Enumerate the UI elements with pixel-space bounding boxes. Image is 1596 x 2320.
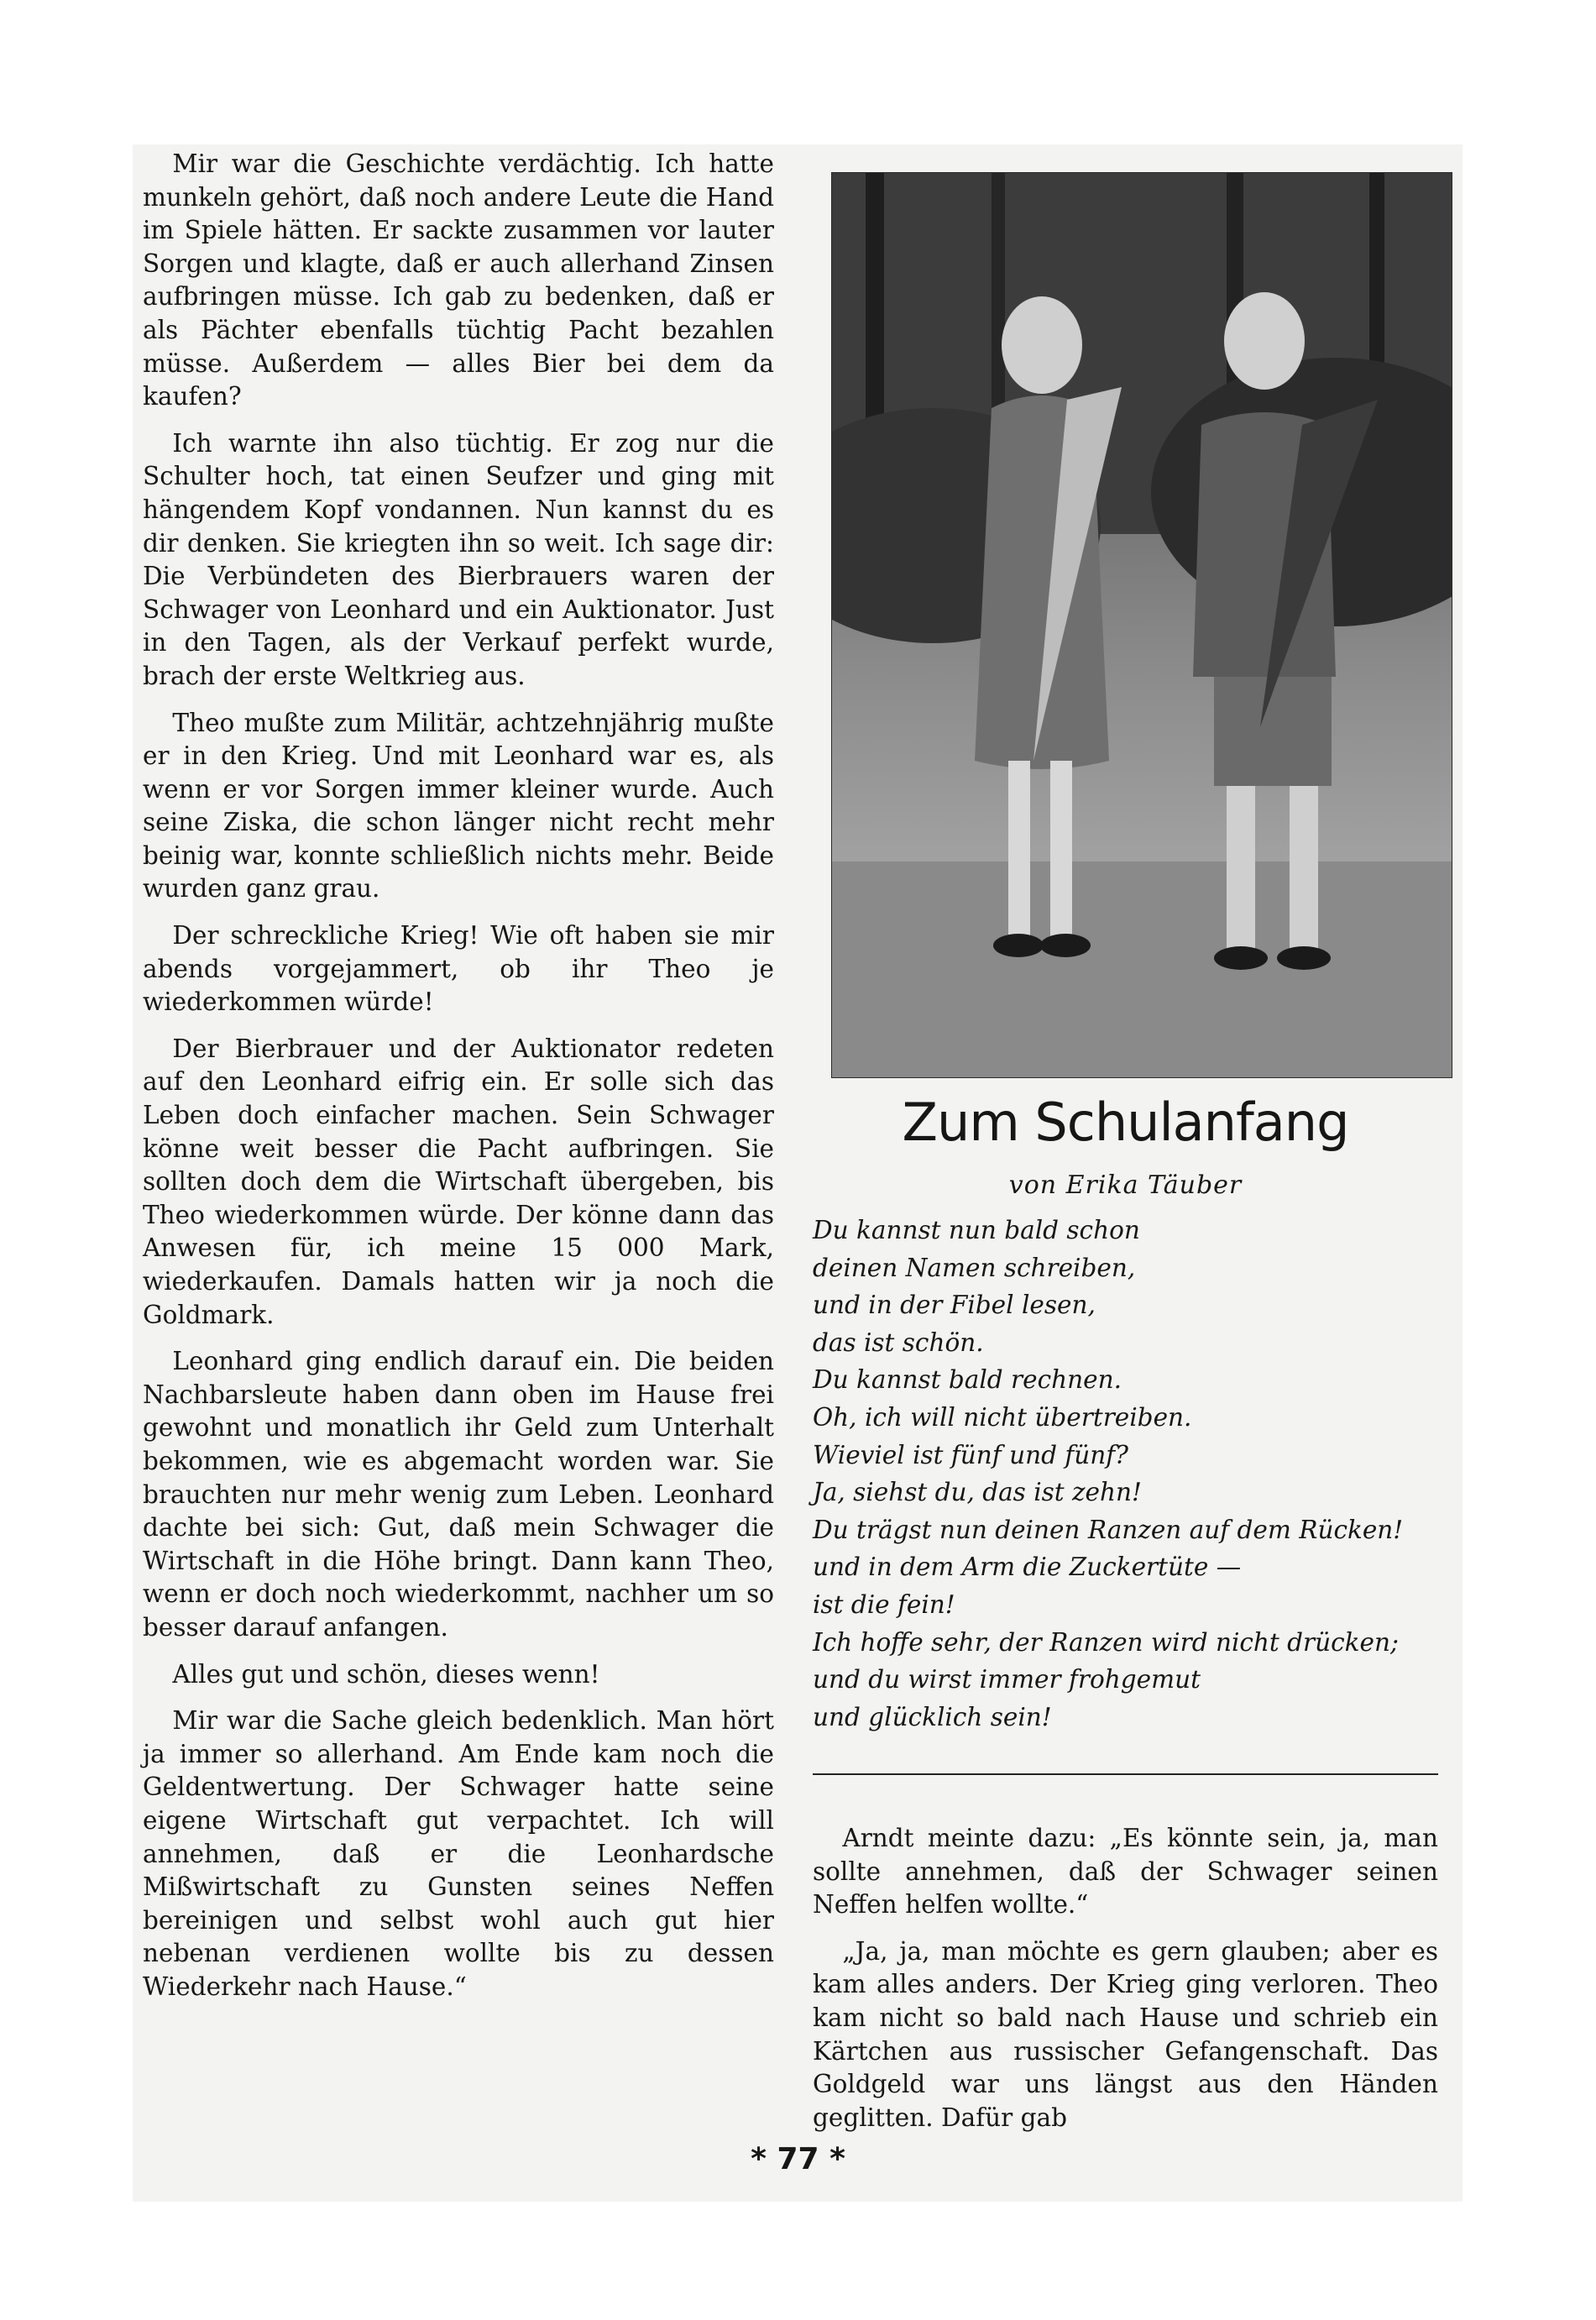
poem-title: Zum Schulanfang	[902, 1092, 1349, 1153]
poem-line: ist die fein!	[813, 1589, 955, 1619]
poem-line: Ich hoffe sehr, der Ranzen wird nicht drücken;	[813, 1627, 1399, 1657]
paragraph: Der Bierbrauer und der Auktionator redeten auf den Leonhard eifrig ein. Er solle sich das Leben doch einfacher machen. Sein Schwager könne weit besser die Pacht aufbringen. Sie sollten doch dem die Wirtschaft übergeben, bis Theo wiederkommen würde. Der könne dann das Anwesen für, ich meine 15 000 Mark, wiederkaufen. Damals hatten wir ja noch die Goldmark.	[143, 1034, 774, 1329]
paragraph: Leonhard ging endlich darauf ein. Die beiden Nachbarsleute haben dann oben im Hause frei gewohnt und monatlich ihr Geld zum Unterhalt bekommen, wie es abgemacht worden war. Sie brauchten nur mehr wenig zum Leben. Leonhard dachte bei sich: Gut, daß mein Schwager die Wirtschaft in die Höhe bringt. Dann kann Theo, wenn er doch noch wiederkommt, nachher um so besser darauf anfangen.	[143, 1347, 774, 1642]
poem-line: Du trägst nun deinen Ranzen auf dem Rücken!	[813, 1515, 1404, 1544]
page-number: * 77 *	[751, 2142, 845, 2176]
paragraph: Ich warnte ihn also tüchtig. Er zog nur die Schulter hoch, tat einen Seufzer und ging mit hängendem Kopf vondannen. Nun kannst du es dir denken. Sie kriegten ihn so weit. Ich sage dir: Die Verbündeten des Bierbrauers waren der Schwager von Leonhard und ein Auktionator. Just in den Tagen, als der Verkauf perfekt wurde, brach der erste Weltkrieg aus.	[143, 428, 774, 690]
paragraph: Alles gut und schön, dieses wenn!	[172, 1659, 600, 1689]
left-text-column	[143, 148, 774, 2003]
poem	[813, 1212, 1451, 1736]
photo-illustration	[832, 173, 1452, 1077]
paragraph: Mir war die Sache gleich bedenklich. Man hört ja immer so allerhand. Am Ende kam noch die Geldentwertung. Der Schwager hatte seine eigene Wirtschaft gut verpachtet. Ich will annehmen, daß er die Leonhardsche Mißwirtschaft zu Gunsten seines Neffen bereinigen und selbst wohl auch gut hier nebenan verdienen wollte bis zu dessen Wiederkehr nach Hause.“	[143, 1706, 774, 2001]
poem-line: und glücklich sein!	[813, 1702, 1052, 1731]
poem-line: Ja, siehst du, das ist zehn!	[813, 1478, 1142, 1507]
poem-line: und in der Fibel lesen,	[813, 1291, 1096, 1320]
poem-author: von Erika Täuber	[1008, 1170, 1243, 1200]
poem-line: das ist schön.	[813, 1328, 984, 1357]
poem-line: und du wirst immer frohgemut	[813, 1665, 1201, 1694]
paragraph: „Ja, ja, man möchte es gern glauben; aber es kam alles anders. Der Krieg ging verloren. Theo kam nicht so bald nach Hause und schrieb ein Kärtchen aus russischer Gefangenschaft. Das Goldgeld war uns längst aus den Händen geglitten. Dafür gab	[813, 1936, 1438, 2132]
paragraph: Mir war die Geschichte verdächtig. Ich hatte munkeln gehört, daß noch andere Leute die Hand im Spiele hätten. Er sackte zusammen vor lauter Sorgen und klagte, daß er auch allerhand Zinsen aufbringen müsse. Ich gab zu bedenken, daß er als Pächter ebenfalls tüchtig Pacht bezahlen müsse. Außerdem — alles Bier bei dem da kaufen?	[143, 149, 774, 411]
section-divider	[813, 1773, 1438, 1775]
poem-line: und in dem Arm die Zuckertüte —	[813, 1553, 1242, 1582]
paragraph: Theo mußte zum Militär, achtzehnjährig mußte er in den Krieg. Und mit Leonhard war es, als wenn er vor Sorgen immer kleiner wurde. Auch seine Ziska, die schon länger nicht recht mehr beinig war, konnte schließlich nichts mehr. Beide wurden ganz grau.	[143, 708, 774, 903]
poem-line: Du kannst nun bald schon	[813, 1216, 1140, 1244]
poem-line: Wieviel ist fünf und fünf?	[813, 1440, 1128, 1469]
poem-line: deinen Namen schreiben,	[813, 1253, 1136, 1282]
right-text-column	[813, 1822, 1438, 2134]
photo-two-children-with-school-cones	[831, 172, 1452, 1078]
poem-line: Oh, ich will nicht übertreiben.	[813, 1402, 1192, 1432]
paragraph: Arndt meinte dazu: „Es könnte sein, ja, man sollte annehmen, daß der Schwager seinen Neffen helfen wollte.“	[813, 1824, 1438, 1919]
paragraph: Der schreckliche Krieg! Wie oft haben sie mir abends vorgejammert, ob ihr Theo je wiederkommen würde!	[143, 921, 774, 1017]
poem-line: Du kannst bald rechnen.	[813, 1365, 1122, 1395]
